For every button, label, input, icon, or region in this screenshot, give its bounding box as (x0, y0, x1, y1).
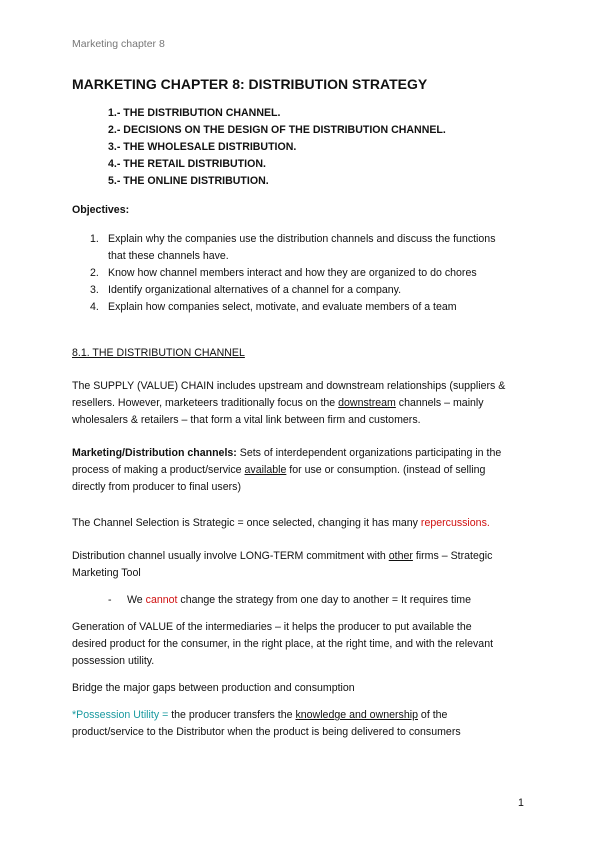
objective-text: Explain why the companies use the distribution channels and discuss the functions (108, 233, 496, 245)
toc-item: 5.- THE ONLINE DISTRIBUTION. (108, 175, 269, 187)
text: The Channel Selection is Strategic = once selected, changing it has many (72, 517, 421, 529)
page-number: 1 (518, 797, 524, 809)
toc-item: 4.- THE RETAIL DISTRIBUTION. (108, 158, 266, 170)
bullet-dash: - (108, 594, 112, 606)
paragraph-line (72, 396, 484, 410)
underlined-text: knowledge and ownership (295, 709, 418, 721)
text: change the strategy from one day to another = It requires time (177, 594, 472, 606)
text: of the (417, 709, 448, 721)
objective-item (90, 283, 401, 297)
toc-item: 2.- DECISIONS ON THE DESIGN OF THE DISTRIBUTION CHANNEL. (108, 124, 446, 136)
paragraph-line (72, 446, 501, 460)
paragraph-line (72, 549, 492, 563)
list-number: 4. (90, 301, 99, 313)
text: We (127, 594, 146, 606)
list-number: 2. (90, 267, 99, 279)
objective-text-cont: that these channels have. (108, 250, 229, 262)
bullet-item (127, 593, 471, 607)
paragraph-line: Generation of VALUE of the intermediaries – it helps the producer to put available the (72, 621, 472, 633)
paragraph-line: Bridge the major gaps between production and consumption (72, 682, 355, 694)
objective-item (90, 232, 496, 246)
list-number: 1. (90, 233, 99, 245)
red-text: repercussions. (420, 517, 490, 529)
text: firms – Strategic (412, 550, 493, 562)
paragraph-line: wholesalers & retailers – that form a vital link between firm and customers. (72, 414, 421, 426)
text: channels – mainly (395, 397, 484, 409)
objectives-label: Objectives: (72, 204, 130, 216)
text: the producer transfers the (168, 709, 296, 721)
paragraph-line: desired product for the consumer, in the right place, at the right time, and with the relevant (72, 638, 494, 650)
running-header: Marketing chapter 8 (72, 38, 165, 50)
objective-item (90, 266, 477, 280)
objective-text: Explain how companies select, motivate, and evaluate members of a team (108, 301, 457, 313)
paragraph-line: Marketing Tool (72, 567, 141, 579)
paragraph-line: directly from producer to final users) (72, 481, 241, 493)
toc-item: 3.- THE WHOLESALE DISTRIBUTION. (108, 141, 297, 153)
text: resellers. However, marketeers traditionally focus on the (72, 397, 339, 409)
toc-item: 1.- THE DISTRIBUTION CHANNEL. (108, 107, 281, 119)
objective-text: Know how channel members interact and how they are organized to do chores (108, 267, 477, 279)
teal-term: *Possession Utility = (72, 709, 169, 721)
red-text: cannot (145, 594, 178, 606)
objective-item (90, 300, 457, 314)
underlined-text: other (388, 550, 413, 562)
paragraph-line: The SUPPLY (VALUE) CHAIN includes upstream and downstream relationships (suppliers & (72, 380, 506, 392)
paragraph-line (72, 516, 490, 530)
paragraph-line (72, 463, 485, 477)
section-heading: 8.1. THE DISTRIBUTION CHANNEL (72, 347, 245, 359)
list-number: 3. (90, 284, 99, 296)
text: Sets of interdependent organizations participating in the (236, 447, 502, 459)
bold-term: Marketing/Distribution channels: (72, 447, 237, 459)
underlined-text: available (244, 464, 287, 476)
objective-text: Identify organizational alternatives of a channel for a company. (108, 284, 402, 296)
text: process of making a product/service (72, 464, 245, 476)
page-title: MARKETING CHAPTER 8: DISTRIBUTION STRATEGY (72, 76, 428, 92)
paragraph-line (72, 708, 447, 722)
text: for use or consumption. (instead of selling (286, 464, 486, 476)
underlined-text: downstream (338, 397, 396, 409)
text: Distribution channel usually involve LONG-TERM commitment with (72, 550, 389, 562)
paragraph-line: possession utility. (72, 655, 155, 667)
paragraph-line: product/service to the Distributor when the product is being delivered to consumers (72, 726, 461, 738)
